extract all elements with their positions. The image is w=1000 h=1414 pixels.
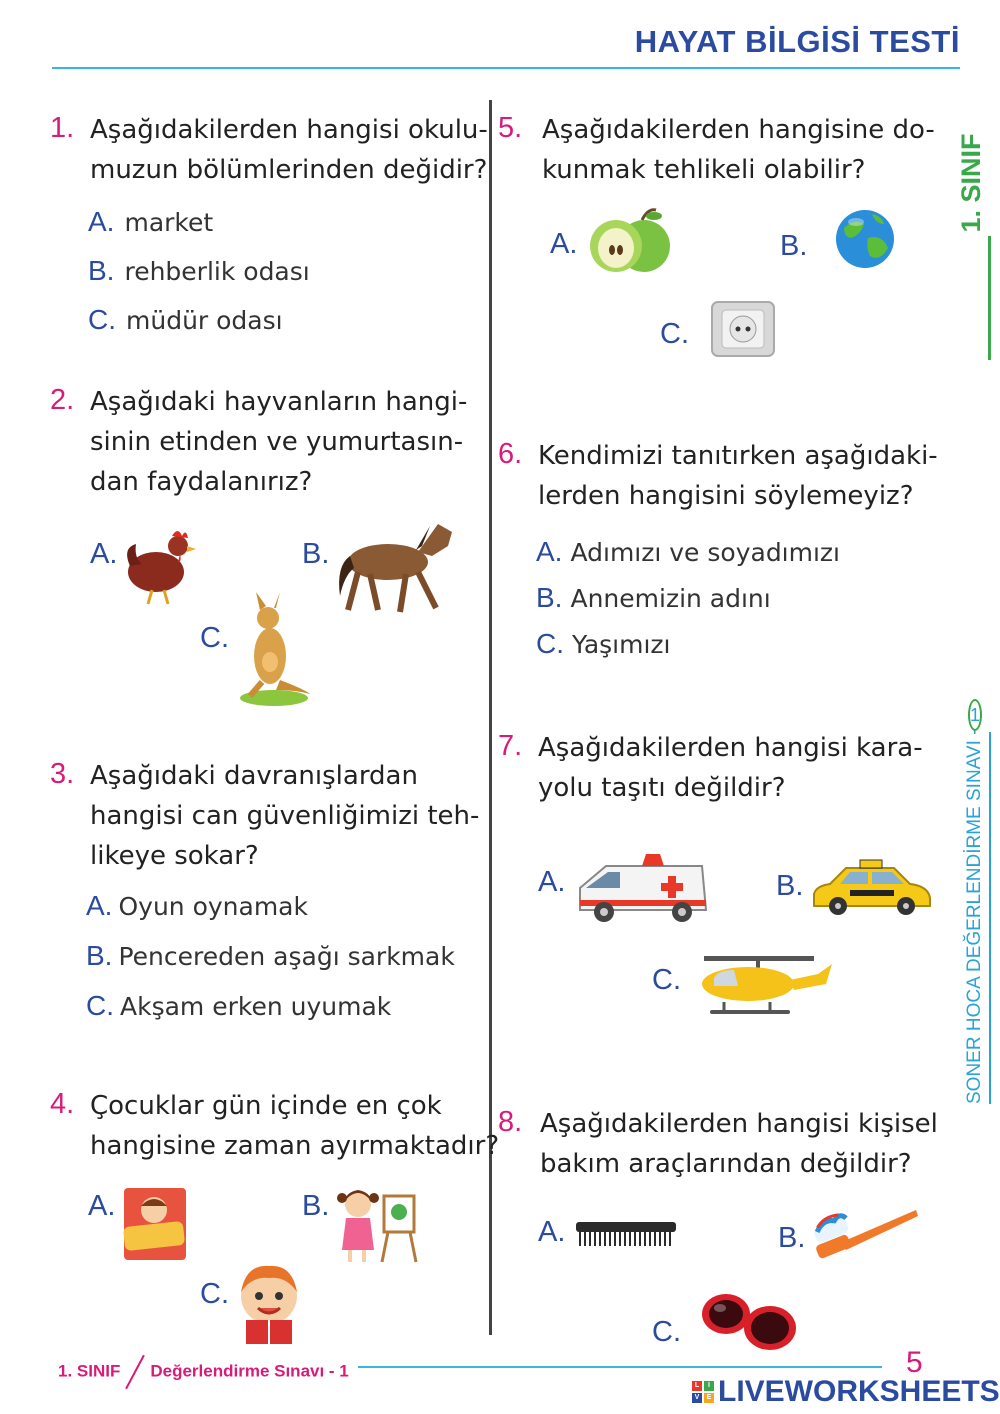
taxi-image [810,858,932,918]
chicken-image [122,522,196,608]
globe-image [834,208,896,270]
option-text: Akşam erken uyumak [120,992,392,1021]
question-4-option-a-label[interactable]: A. [88,1190,116,1222]
exam-label-row [958,705,992,1104]
question-2-text [90,382,467,502]
question-1-option-a[interactable] [88,206,213,238]
header-divider [52,67,960,69]
question-4-line-2: hangisine zaman ayırmaktadır? [90,1131,500,1161]
question-5-line-1: Aşağıdakilerden hangisine do- [542,115,935,145]
exam-label-rule [989,732,991,1104]
question-3-option-b[interactable] [86,940,455,972]
option-letter: C. [86,990,114,1021]
option-letter: C. [88,304,116,335]
question-4-text [90,1086,499,1166]
option-letter: A. [86,890,113,921]
electric-socket-image [710,300,776,358]
exam-number-badge: 1 [968,699,982,731]
footer-divider [358,1366,882,1368]
question-3-number: 3. [50,758,75,790]
question-5-option-a-label[interactable]: A. [550,228,578,260]
side-class-label [948,118,994,248]
question-2-line-3: dan faydalanırız? [90,467,313,497]
helicopter-image [694,950,834,1018]
question-2-option-a-label[interactable]: A. [90,538,118,570]
question-7-number: 7. [498,730,523,762]
question-6-number: 6. [498,438,523,470]
question-1-line-1: Aşağıdakilerden hangisi okulu- [90,115,488,145]
question-8-number: 8. [498,1106,523,1138]
question-1-text [90,110,488,190]
question-7-option-a-label[interactable]: A. [538,866,566,898]
option-text: Adımızı ve soyadımızı [570,538,840,567]
question-6-option-c[interactable] [536,628,671,660]
option-text: market [124,208,214,237]
side-exam-label [958,705,998,1104]
question-7-option-b-label[interactable]: B. [776,870,804,902]
question-6-text [538,436,938,516]
question-8-option-b-label[interactable]: B. [778,1222,806,1254]
question-5-line-2: kunmak tehlikeli olabilir? [542,155,866,185]
question-6-option-b[interactable] [536,582,771,614]
question-1-line-2: muzun bölümlerinden değidir? [90,155,488,185]
question-1-option-c[interactable] [88,304,283,336]
question-5-option-c-label[interactable]: C. [660,318,689,350]
footer-grade: 1. SINIF [58,1361,121,1381]
comb-image [574,1220,678,1250]
question-3-line-1: Aşağıdaki davranışlardan [90,761,418,791]
option-text: rehberlik odası [124,257,310,286]
question-8-text [540,1104,938,1184]
liveworksheets-text: LIVEWORKSHEETS [718,1375,1000,1408]
page-number: 5 [906,1346,923,1379]
question-3-text [90,756,479,876]
option-text: Annemizin adını [570,584,771,613]
question-2-option-b-label[interactable]: B. [302,538,330,570]
question-2-option-c-label[interactable]: C. [200,622,229,654]
apples-image [586,206,674,274]
logo-letter: I [704,1381,714,1391]
question-2-line-2: sinin etinden ve yumurtasın- [90,427,464,457]
exam-label-text: SONER HOCA DEĞERLENDİRME SINAVI - [964,728,985,1104]
question-3-option-a[interactable] [86,890,308,922]
sleeping-child-image [122,1186,188,1262]
option-text: müdür odası [126,306,283,335]
question-7-text [538,728,923,808]
option-letter: A. [88,206,115,237]
class-label-bar [988,236,991,360]
option-letter: A. [536,536,563,567]
question-5-option-b-label[interactable]: B. [780,230,808,262]
horse-image [334,516,458,616]
question-2-number: 2. [50,384,75,416]
option-text: Yaşımızı [572,630,671,659]
question-4-option-b-label[interactable]: B. [302,1190,330,1222]
kangaroo-image [236,590,312,708]
sunglasses-image [700,1292,798,1352]
logo-letter: L [692,1381,702,1391]
question-5-number: 5. [498,112,523,144]
question-1-number: 1. [50,112,75,144]
ambulance-image [576,848,710,924]
option-letter: B. [86,940,113,971]
painting-girl-image [334,1184,420,1264]
question-6-line-1: Kendimizi tanıtırken aşağıdaki- [538,441,938,471]
footer-label [58,1353,349,1391]
class-label-text: 1. SINIF [956,133,986,233]
question-7-line-1: Aşağıdakilerden hangisi kara- [538,733,923,763]
question-7-option-c-label[interactable]: C. [652,964,681,996]
logo-letter: V [692,1393,702,1403]
option-letter: B. [536,582,563,613]
question-2-line-1: Aşağıdaki hayvanların hangi- [90,387,468,417]
question-7-line-2: yolu taşıtı değildir? [538,773,786,803]
question-4-line-1: Çocuklar gün içinde en çok [90,1091,442,1121]
question-8-line-2: bakım araçlarından değildir? [540,1149,912,1179]
question-3-line-3: likeye sokar? [90,841,259,871]
option-text: Pencereden aşağı sarkmak [118,942,455,971]
footer-exam: Değerlendirme Sınavı - 1 [150,1361,349,1381]
logo-letter: E [704,1393,714,1403]
question-8-option-a-label[interactable]: A. [538,1216,566,1248]
page-title: HAYAT BİLGİSİ TESTİ [634,24,960,59]
question-6-option-a[interactable] [536,536,840,568]
option-letter: B. [88,255,115,286]
liveworksheets-brand[interactable] [692,1375,1000,1409]
footer-slash [126,1355,146,1389]
question-8-option-c-label[interactable]: C. [652,1316,681,1348]
option-letter: C. [536,628,564,659]
question-6-line-2: lerden hangisini söylemeyiz? [538,481,914,511]
option-text: Oyun oynamak [118,892,308,921]
question-4-number: 4. [50,1088,75,1120]
question-5-text [542,110,935,190]
question-4-option-c-label[interactable]: C. [200,1278,229,1310]
question-3-option-c[interactable] [86,990,391,1022]
question-1-option-b[interactable] [88,255,310,287]
toothbrush-image [812,1206,920,1260]
liveworksheets-logo-icon [692,1381,714,1403]
question-3-line-2: hangisi can güvenliğimizi teh- [90,801,480,831]
question-8-line-1: Aşağıdakilerden hangisi kişisel [540,1109,938,1139]
reading-boy-image [236,1262,302,1346]
